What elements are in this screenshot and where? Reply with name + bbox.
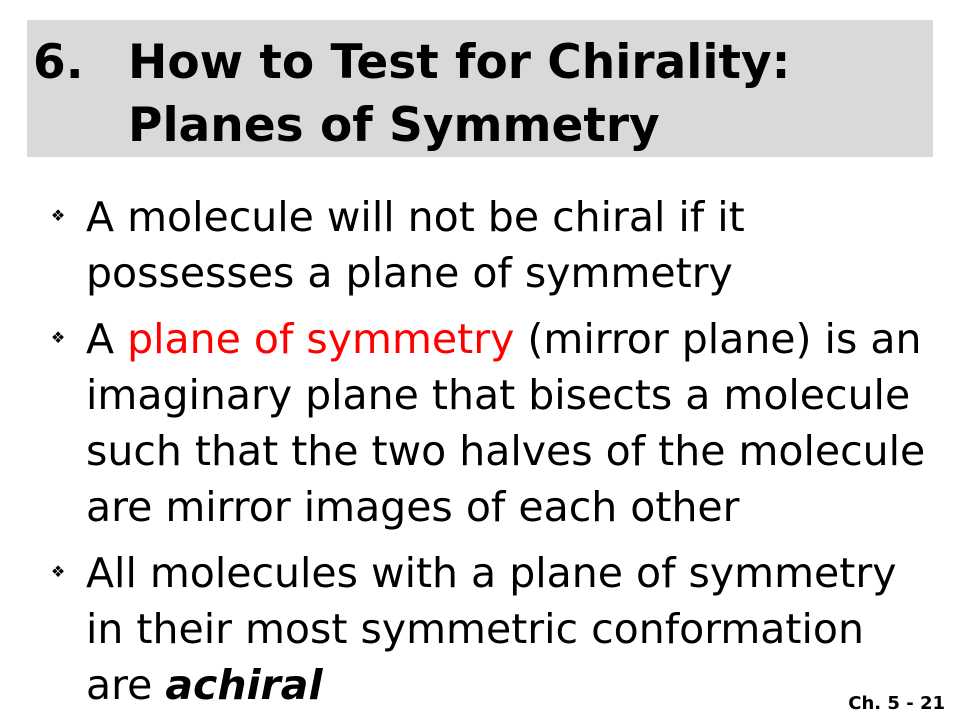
- slide-number: Ch. 5 - 21: [848, 693, 945, 714]
- highlight-term: plane of symmetry: [127, 315, 515, 363]
- bullet-line: are mirror images of each other: [86, 483, 740, 531]
- bullet-line: [86, 311, 946, 367]
- bullet-line: All molecules with a plane of symmetry: [86, 549, 897, 597]
- diamond-bullet-icon: [50, 208, 66, 224]
- bullet-line: possesses a plane of symmetry: [86, 249, 733, 297]
- line-text: are: [86, 661, 166, 709]
- title-line: How to Test for Chirality:: [128, 35, 791, 90]
- title-number: 6.: [33, 35, 84, 90]
- bullet-line: in their most symmetric conformation: [86, 605, 864, 653]
- bullet-item: [86, 545, 946, 713]
- line-text: A: [86, 315, 128, 363]
- bullet-line: [86, 657, 946, 713]
- bullet-line: imaginary plane that bisects a molecule: [86, 371, 911, 419]
- bullet-item: [86, 311, 946, 535]
- bullet-line: A molecule will not be chiral if it: [86, 193, 745, 241]
- emphasis-term: achiral: [165, 661, 323, 709]
- bullet-item: [86, 189, 946, 301]
- title-line: Planes of Symmetry: [128, 98, 660, 153]
- bullet-list: [86, 189, 946, 713]
- line-text: (mirror plane) is an: [514, 315, 922, 363]
- bullet-line: such that the two halves of the molecule: [86, 427, 926, 475]
- diamond-bullet-icon: [50, 330, 66, 346]
- page-title: [128, 31, 790, 157]
- diamond-bullet-icon: [50, 564, 66, 580]
